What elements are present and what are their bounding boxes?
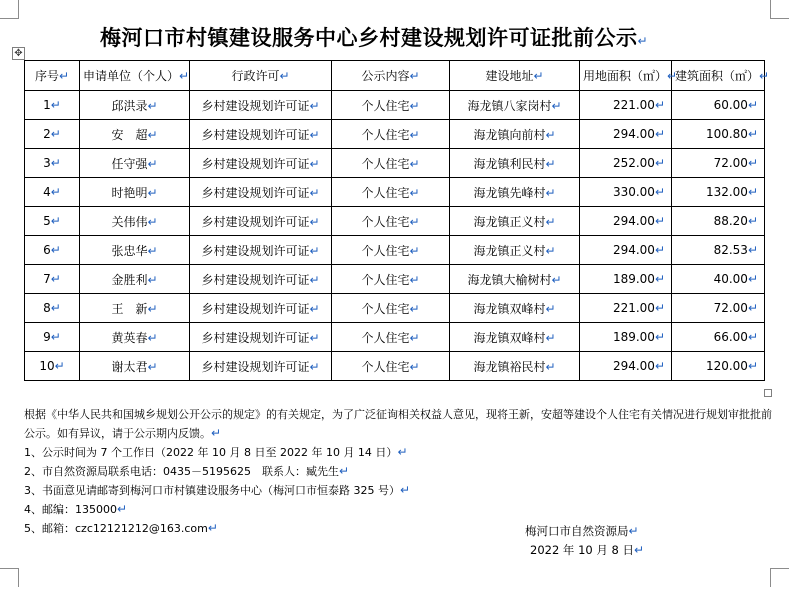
paragraph-mark-icon: ↵ <box>50 156 61 170</box>
table-cell[interactable]: 个人住宅↵ <box>332 352 450 381</box>
table-cell[interactable]: 乡村建设规划许可证↵ <box>190 178 332 207</box>
paragraph-mark-icon: ↵ <box>147 156 158 171</box>
paragraph-mark-icon: ↵ <box>58 69 70 83</box>
paragraph-mark-icon: ↵ <box>747 214 758 228</box>
table-cell[interactable]: 8↵ <box>25 294 80 323</box>
paragraph-mark-icon: ↵ <box>654 301 665 315</box>
paragraph-mark-icon: ↵ <box>211 426 222 440</box>
table-cell[interactable]: 4↵ <box>25 178 80 207</box>
paragraph-mark-icon: ↵ <box>179 69 190 83</box>
table-cell[interactable]: 189.00↵ <box>580 265 672 294</box>
paragraph-mark-icon: ↵ <box>147 330 158 345</box>
paragraph-mark-icon: ↵ <box>654 272 665 286</box>
table-cell[interactable]: 金胜利↵ <box>80 265 190 294</box>
table-cell[interactable]: 221.00↵ <box>580 91 672 120</box>
signoff-org[interactable]: 梅河口市自然资源局↵ <box>525 524 639 538</box>
table-cell[interactable]: 72.00↵ <box>672 294 765 323</box>
paragraph-mark-icon: ↵ <box>747 98 758 112</box>
notice-item[interactable]: 2、市自然资源局联系电话：0435－5195625 联系人：臧先生↵ <box>24 464 350 478</box>
paragraph-mark-icon: ↵ <box>147 185 158 200</box>
paragraph-mark-icon: ↵ <box>50 330 61 344</box>
table-cell[interactable]: 330.00↵ <box>580 178 672 207</box>
paragraph-mark-icon: ↵ <box>747 156 758 170</box>
column-header[interactable]: 公示内容↵ <box>332 61 450 91</box>
paragraph-mark-icon: ↵ <box>147 359 158 374</box>
paragraph-mark-icon: ↵ <box>117 502 128 516</box>
paragraph-mark-icon: ↵ <box>654 214 665 228</box>
notice-intro[interactable]: 根据《中华人民共和国城乡规划公开公示的规定》的有关规定，为了广泛征询相关权益人意见，现将王新，安超等建设个人住宅有关情况进行规划审批批前公示。如有异议，请于公示期内反馈。↵ <box>24 408 772 440</box>
table-cell[interactable]: 3↵ <box>25 149 80 178</box>
paragraph-mark-icon: ↵ <box>309 127 320 142</box>
paragraph-mark-icon: ↵ <box>545 243 556 258</box>
paragraph-mark-icon: ↵ <box>747 127 758 141</box>
paragraph-mark-icon: ↵ <box>545 359 556 374</box>
paragraph-mark-icon: ↵ <box>409 185 420 200</box>
table-cell[interactable]: 132.00↵ <box>672 178 765 207</box>
table-body <box>25 91 765 381</box>
table-cell[interactable]: 个人住宅↵ <box>332 120 450 149</box>
table-cell[interactable]: 189.00↵ <box>580 323 672 352</box>
table-cell[interactable]: 乡村建设规划许可证↵ <box>190 236 332 265</box>
crop-mark-top-left <box>0 0 19 19</box>
paragraph-mark-icon: ↵ <box>654 156 665 170</box>
table-cell[interactable]: 100.80↵ <box>672 120 765 149</box>
table-cell[interactable]: 乡村建设规划许可证↵ <box>190 352 332 381</box>
table-cell[interactable]: 乡村建设规划许可证↵ <box>190 294 332 323</box>
table-row <box>25 178 765 207</box>
table-cell[interactable]: 294.00↵ <box>580 120 672 149</box>
paragraph-mark-icon: ↵ <box>409 359 420 374</box>
paragraph-mark-icon: ↵ <box>400 483 411 497</box>
notice-item[interactable]: 1、公示时间为 7 个工作日（2022 年 10 月 8 日至 2022 年 10 月 14 日）↵ <box>24 445 408 459</box>
table-resize-handle[interactable] <box>764 389 772 397</box>
table-cell[interactable]: 个人住宅↵ <box>332 236 450 265</box>
table-cell[interactable]: 72.00↵ <box>672 149 765 178</box>
paragraph-mark-icon: ↵ <box>545 330 556 345</box>
table-cell[interactable]: 9↵ <box>25 323 80 352</box>
paragraph-mark-icon: ↵ <box>654 98 665 112</box>
paragraph-mark-icon: ↵ <box>279 69 290 83</box>
document-title[interactable] <box>100 22 720 52</box>
table-row <box>25 352 765 381</box>
table-cell[interactable]: 个人住宅↵ <box>332 149 450 178</box>
paragraph-mark-icon: ↵ <box>759 69 770 83</box>
table-row <box>25 91 765 120</box>
table-cell[interactable]: 乡村建设规划许可证↵ <box>190 91 332 120</box>
column-header[interactable]: 建设地址↵ <box>450 61 580 91</box>
table-row <box>25 265 765 294</box>
paragraph-mark-icon: ↵ <box>409 272 420 287</box>
table-cell[interactable]: 7↵ <box>25 265 80 294</box>
paragraph-mark-icon: ↵ <box>747 185 758 199</box>
signoff-block <box>525 522 644 560</box>
table-cell[interactable]: 294.00↵ <box>580 352 672 381</box>
table-cell[interactable]: 海龙镇裕民村↵ <box>450 352 580 381</box>
paragraph-mark-icon: ↵ <box>147 214 158 229</box>
paragraph-mark-icon: ↵ <box>654 243 665 257</box>
notice-notes <box>24 406 774 538</box>
crop-mark-bottom-right <box>770 568 789 587</box>
table-row <box>25 149 765 178</box>
paragraph-mark-icon: ↵ <box>50 243 61 257</box>
approval-table <box>24 60 770 381</box>
table-cell[interactable]: 王 新↵ <box>80 294 190 323</box>
table-cell[interactable]: 82.53↵ <box>672 236 765 265</box>
column-header[interactable]: 行政许可↵ <box>190 61 332 91</box>
table-cell[interactable]: 海龙镇正义村↵ <box>450 236 580 265</box>
table-row <box>25 120 765 149</box>
paragraph-mark-icon: ↵ <box>409 330 420 345</box>
paragraph-mark-icon: ↵ <box>747 330 758 344</box>
table-cell[interactable]: 个人住宅↵ <box>332 265 450 294</box>
table-cell[interactable]: 120.00↵ <box>672 352 765 381</box>
paragraph-mark-icon: ↵ <box>551 98 562 113</box>
table-cell[interactable]: 时艳明↵ <box>80 178 190 207</box>
notice-item[interactable]: 3、书面意见请邮寄到梅河口市村镇建设服务中心（梅河口市恒泰路 325 号）↵ <box>24 483 411 497</box>
table-cell[interactable]: 安 超↵ <box>80 120 190 149</box>
paragraph-mark-icon: ↵ <box>147 272 158 287</box>
table-cell[interactable]: 294.00↵ <box>580 207 672 236</box>
table-cell[interactable]: 1↵ <box>25 91 80 120</box>
table-cell[interactable]: 294.00↵ <box>580 236 672 265</box>
table-cell[interactable]: 5↵ <box>25 207 80 236</box>
column-header[interactable]: 序号↵ <box>25 61 80 91</box>
paragraph-mark-icon: ↵ <box>50 98 61 112</box>
table-cell[interactable]: 10↵ <box>25 352 80 381</box>
paragraph-mark-icon: ↵ <box>50 127 61 141</box>
signoff-date[interactable]: 2022 年 10 月 8 日↵ <box>530 543 645 557</box>
paragraph-mark-icon: ↵ <box>309 156 320 171</box>
paragraph-mark-icon: ↵ <box>309 243 320 258</box>
paragraph-mark-icon: ↵ <box>551 272 562 287</box>
paragraph-mark-icon: ↵ <box>545 185 556 200</box>
paragraph-mark-icon: ↵ <box>409 243 420 258</box>
table-cell[interactable]: 海龙镇大榆树村↵ <box>450 265 580 294</box>
paragraph-mark-icon: ↵ <box>654 330 665 344</box>
table-cell[interactable]: 张忠华↵ <box>80 236 190 265</box>
paragraph-mark-icon: ↵ <box>309 301 320 316</box>
paragraph-mark-icon: ↵ <box>309 359 320 374</box>
paragraph-mark-icon: ↵ <box>50 272 61 286</box>
paragraph-mark-icon: ↵ <box>397 445 408 459</box>
table-cell[interactable]: 乡村建设规划许可证↵ <box>190 323 332 352</box>
notice-item[interactable]: 5、邮箱：czc12121212@163.com↵ <box>24 521 218 535</box>
table-cell[interactable]: 任守强↵ <box>80 149 190 178</box>
paragraph-mark-icon: ↵ <box>545 156 556 171</box>
crop-mark-bottom-left <box>0 568 19 587</box>
paragraph-mark-icon: ↵ <box>309 272 320 287</box>
table-cell[interactable]: 海龙镇双峰村↵ <box>450 294 580 323</box>
paragraph-mark-icon: ↵ <box>628 524 639 538</box>
paragraph-mark-icon: ↵ <box>309 98 320 113</box>
table-row <box>25 323 765 352</box>
table-cell[interactable]: 88.20↵ <box>672 207 765 236</box>
table-cell[interactable]: 60.00↵ <box>672 91 765 120</box>
table-cell[interactable]: 个人住宅↵ <box>332 178 450 207</box>
paragraph-mark-icon: ↵ <box>147 301 158 316</box>
table-cell[interactable]: 221.00↵ <box>580 294 672 323</box>
paragraph-mark-icon: ↵ <box>747 301 758 315</box>
paragraph-mark-icon: ↵ <box>409 214 420 229</box>
paragraph-mark-icon: ↵ <box>409 127 420 142</box>
paragraph-mark-icon: ↵ <box>747 243 758 257</box>
paragraph-mark-icon: ↵ <box>634 543 645 557</box>
table-cell[interactable]: 个人住宅↵ <box>332 207 450 236</box>
paragraph-mark-icon: ↵ <box>409 156 420 171</box>
table-move-handle-icon[interactable]: ✥ <box>12 47 25 60</box>
table-cell[interactable]: 黄英春↵ <box>80 323 190 352</box>
table-row <box>25 294 765 323</box>
paragraph-mark-icon: ↵ <box>409 98 420 113</box>
table-cell[interactable]: 乡村建设规划许可证↵ <box>190 149 332 178</box>
paragraph-mark-icon: ↵ <box>309 185 320 200</box>
table-cell[interactable]: 乡村建设规划许可证↵ <box>190 120 332 149</box>
paragraph-mark-icon: ↵ <box>545 214 556 229</box>
table-cell[interactable]: 海龙镇先峰村↵ <box>450 178 580 207</box>
paragraph-mark-icon: ↵ <box>50 214 61 228</box>
table-cell[interactable]: 海龙镇双峰村↵ <box>450 323 580 352</box>
table-cell[interactable]: 海龙镇八家岗村↵ <box>450 91 580 120</box>
paragraph-mark-icon: ↵ <box>54 359 65 373</box>
paragraph-mark-icon: ↵ <box>667 69 678 83</box>
crop-mark-top-right <box>770 0 789 19</box>
paragraph-mark-icon: ↵ <box>654 185 665 199</box>
paragraph-mark-icon: ↵ <box>533 69 544 83</box>
paragraph-mark-icon: ↵ <box>747 359 758 373</box>
title-text: 梅河口市村镇建设服务中心乡村建设规划许可证批前公示 <box>100 26 638 50</box>
table-cell[interactable]: 6↵ <box>25 236 80 265</box>
paragraph-mark-icon: ↵ <box>637 34 649 48</box>
table-cell[interactable]: 海龙镇利民村↵ <box>450 149 580 178</box>
paragraph-mark-icon: ↵ <box>545 127 556 142</box>
paragraph-mark-icon: ↵ <box>50 185 61 199</box>
table-cell[interactable]: 邱洪录↵ <box>80 91 190 120</box>
paragraph-mark-icon: ↵ <box>207 521 218 535</box>
table-cell[interactable]: 2↵ <box>25 120 80 149</box>
paragraph-mark-icon: ↵ <box>409 301 420 316</box>
paragraph-mark-icon: ↵ <box>50 301 61 315</box>
table-cell[interactable]: 乡村建设规划许可证↵ <box>190 265 332 294</box>
paragraph-mark-icon: ↵ <box>338 464 350 478</box>
paragraph-mark-icon: ↵ <box>747 272 758 286</box>
table-cell[interactable]: 252.00↵ <box>580 149 672 178</box>
column-header[interactable]: 建筑面积（㎡）↵ <box>672 61 765 91</box>
paragraph-mark-icon: ↵ <box>654 127 665 141</box>
paragraph-mark-icon: ↵ <box>147 243 158 258</box>
paragraph-mark-icon: ↵ <box>309 330 320 345</box>
table-row <box>25 236 765 265</box>
table-cell[interactable]: 个人住宅↵ <box>332 323 450 352</box>
paragraph-mark-icon: ↵ <box>654 359 665 373</box>
table-cell[interactable]: 66.00↵ <box>672 323 765 352</box>
table-cell[interactable]: 乡村建设规划许可证↵ <box>190 207 332 236</box>
table-cell[interactable]: 海龙镇正义村↵ <box>450 207 580 236</box>
notice-item[interactable]: 4、邮编：135000↵ <box>24 502 128 516</box>
table-header-row <box>25 61 765 91</box>
paragraph-mark-icon: ↵ <box>147 98 158 113</box>
column-header[interactable]: 申请单位（个人）↵ <box>80 61 190 91</box>
table-row <box>25 207 765 236</box>
paragraph-mark-icon: ↵ <box>409 69 420 83</box>
paragraph-mark-icon: ↵ <box>147 127 158 142</box>
paragraph-mark-icon: ↵ <box>309 214 320 229</box>
table-cell[interactable]: 海龙镇向前村↵ <box>450 120 580 149</box>
table-cell[interactable]: 谢太君↵ <box>80 352 190 381</box>
table-cell[interactable]: 个人住宅↵ <box>332 91 450 120</box>
table-cell[interactable]: 个人住宅↵ <box>332 294 450 323</box>
paragraph-mark-icon: ↵ <box>545 301 556 316</box>
column-header[interactable]: 用地面积（㎡）↵ <box>580 61 672 91</box>
table-cell[interactable]: 关伟伟↵ <box>80 207 190 236</box>
table-cell[interactable]: 40.00↵ <box>672 265 765 294</box>
